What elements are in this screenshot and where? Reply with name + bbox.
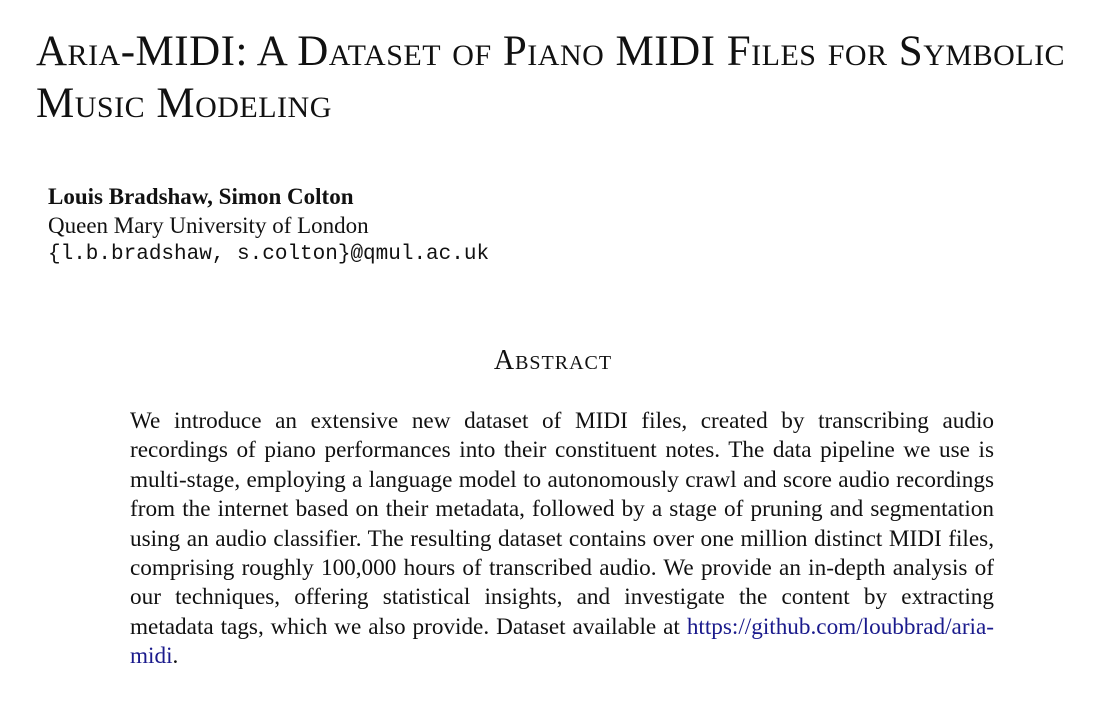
- author-email: {l.b.bradshaw, s.colton}@qmul.ac.uk: [48, 243, 490, 266]
- dataset-link[interactable]: https://github.com/loubbrad/aria-midi: [130, 613, 994, 670]
- author-affiliation: Queen Mary University of London: [48, 213, 369, 238]
- abstract-body: [130, 407, 994, 672]
- abstract-text: We introduce an extensive new dataset of MIDI files, created by transcribing audio recordings of piano performances into their constituent notes. The data pipeline we use is multi-stage, employing a language model to autonomously crawl and score audio recordings from the internet based on their metadata, followed by a stage of pruning and segmentation using an audio classifier. The resulting dataset contains over one million distinct MIDI files, comprising roughly 100,000 hours of transcribed audio. We provide an in-depth analysis of our techniques, offering statistical insights, and investigate the content by extracting metadata tags, which we also provide. Dataset available at: [130, 408, 994, 640]
- author-names: Louis Bradshaw, Simon Colton: [48, 184, 354, 209]
- abstract-heading: Abstract: [493, 345, 613, 376]
- author-block: [48, 182, 489, 269]
- abstract-end: .: [172, 643, 179, 670]
- paper-title: Aria-MIDI: A Dataset of Piano MIDI Files for Symbolic Music Modeling: [36, 28, 1066, 127]
